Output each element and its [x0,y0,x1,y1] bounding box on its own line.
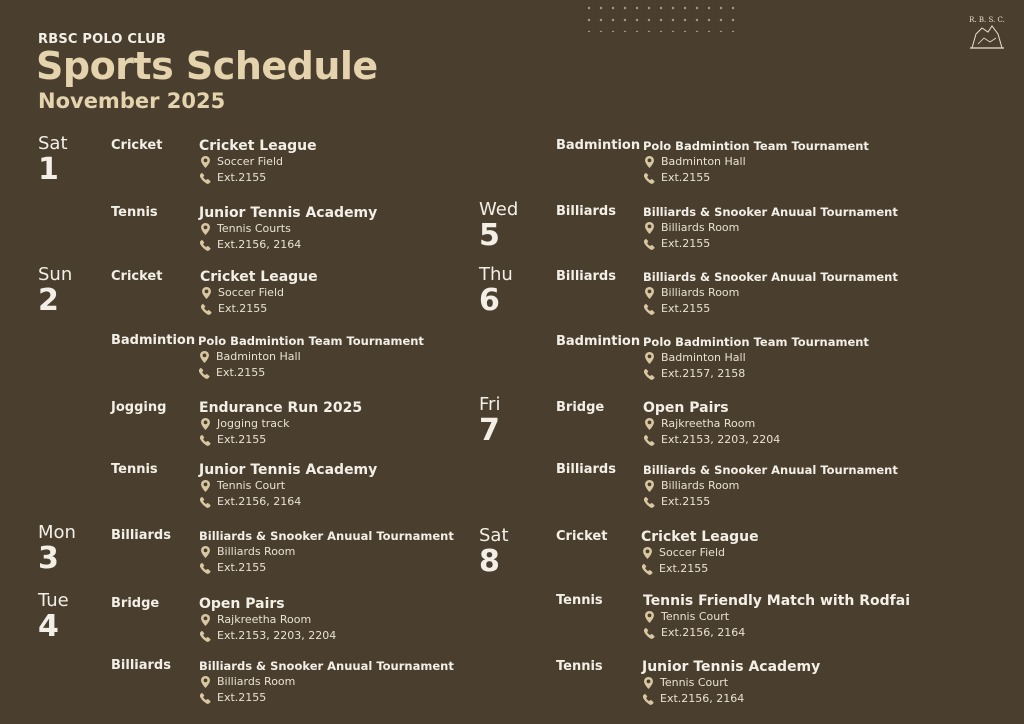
venue-text: Tennis Court [217,479,286,492]
phone-icon [644,303,655,315]
venue-text: Tennis Court [660,676,729,689]
event-extension [644,495,710,508]
event-sport: Badmintion [556,334,641,349]
phone-icon [643,693,654,705]
event-sport: Cricket [111,138,163,153]
event-venue [200,417,289,430]
club-name: RBSC POLO CLUB [38,32,166,47]
event-extension [200,561,266,574]
phone-icon [200,496,211,508]
phone-icon [200,562,211,574]
event-sport: Jogging [111,400,167,415]
page-title: Sports Schedule [36,44,378,88]
event-title: Open Pairs [199,596,285,612]
event-title: Cricket League [641,529,759,545]
day-number: 6 [479,283,500,318]
event-extension [200,433,266,446]
location-pin-icon [643,677,654,689]
event-sport: Tennis [556,659,603,674]
event-sport: Badmintion [556,138,641,153]
event-extension [201,302,267,315]
day-number: 2 [38,283,59,318]
event-title: Junior Tennis Academy [199,462,378,478]
extension-text: Ext.2155 [216,366,266,379]
event-title: Endurance Run 2025 [199,400,363,416]
phone-icon [644,172,655,184]
event-extension [644,367,745,380]
venue-text: Billiards Room [217,545,296,558]
event-venue [199,350,301,363]
phone-icon [200,239,211,251]
extension-text: Ext.2155 [217,433,267,446]
extension-text: Ext.2156, 2164 [660,692,745,705]
phone-icon [642,563,653,575]
event-extension [200,495,301,508]
day-wed-5 [479,200,518,252]
day-number: 4 [38,609,59,644]
event-title: Junior Tennis Academy [199,205,378,221]
location-pin-icon [201,287,212,299]
event-extension [200,171,266,184]
day-fri-7 [479,395,500,447]
extension-text: Ext.2155 [659,562,709,575]
venue-text: Billiards Room [661,286,740,299]
location-pin-icon [200,223,211,235]
day-sat-8 [479,526,509,578]
venue-text: Billiards Room [217,675,296,688]
extension-text: Ext.2156, 2164 [661,626,746,639]
event-extension [644,302,710,315]
venue-text: Badminton Hall [661,155,746,168]
event-extension [644,626,745,639]
event-venue [644,221,739,234]
event-title: Open Pairs [643,400,729,416]
event-venue [644,351,746,364]
extension-text: Ext.2155 [661,171,711,184]
event-sport: Badmintion [111,333,196,348]
event-venue [643,676,728,689]
event-sport: Tennis [111,462,158,477]
event-venue [200,613,311,626]
event-sport: Tennis [111,205,158,220]
event-title: Polo Badmintion Team Tournament [198,334,424,348]
location-pin-icon [200,614,211,626]
extension-text: Ext.2153, 2203, 2204 [661,433,781,446]
event-title: Cricket League [200,269,318,285]
event-venue [644,286,739,299]
day-name: Sat [38,133,68,154]
location-pin-icon [644,156,655,168]
venue-text: Badminton Hall [216,350,301,363]
day-name: Wed [479,199,519,220]
venue-text: Soccer Field [218,286,284,299]
location-pin-icon [644,352,655,364]
event-sport: Billiards [556,204,616,219]
extension-text: Ext.2153, 2203, 2204 [217,629,337,642]
extension-text: Ext.2155 [661,495,711,508]
day-sat-1 [38,134,68,186]
event-extension [200,629,336,642]
event-venue [200,155,283,168]
day-mon-3 [38,523,76,575]
venue-text: Soccer Field [217,155,283,168]
event-extension [644,237,710,250]
extension-text: Ext.2155 [217,171,267,184]
phone-icon [644,496,655,508]
event-venue [642,546,725,559]
event-extension [644,171,710,184]
location-pin-icon [199,351,210,363]
phone-icon [201,303,212,315]
venue-text: Tennis Court [661,610,730,623]
phone-icon [644,434,655,446]
day-name: Fri [479,394,501,415]
venue-text: Rajkreetha Room [661,417,756,430]
day-number: 7 [479,413,500,448]
day-name: Sun [38,264,73,285]
day-name: Sat [479,525,509,546]
location-pin-icon [200,676,211,688]
day-tue-4 [38,591,69,643]
page-subtitle: November 2025 [38,89,226,113]
event-title: Billiards & Snooker Anuual Tournament [643,270,898,284]
venue-text: Jogging track [217,417,290,430]
location-pin-icon [200,480,211,492]
event-venue [200,479,285,492]
day-number: 3 [38,541,59,576]
event-title: Tennis Friendly Match with Rodfai [643,593,911,609]
event-venue [200,545,295,558]
event-extension [200,238,301,251]
extension-text: Ext.2155 [217,691,267,704]
extension-text: Ext.2155 [661,237,711,250]
location-pin-icon [644,611,655,623]
club-logo [964,14,1010,52]
location-pin-icon [200,546,211,558]
day-sun-2 [38,265,72,317]
extension-text: Ext.2157, 2158 [661,367,746,380]
extension-text: Ext.2155 [217,561,267,574]
venue-text: Billiards Room [661,221,740,234]
day-name: Tue [38,590,69,611]
event-sport: Bridge [556,400,605,415]
event-title: Billiards & Snooker Anuual Tournament [199,659,454,673]
extension-text: Ext.2155 [218,302,268,315]
event-title: Polo Badmintion Team Tournament [643,139,869,153]
svg-text:R. B. S. C.: R. B. S. C. [969,16,1005,24]
event-extension [642,562,708,575]
event-title: Billiards & Snooker Anuual Tournament [199,529,454,543]
venue-text: Tennis Courts [217,222,291,235]
event-sport: Billiards [111,528,171,543]
phone-icon [644,238,655,250]
location-pin-icon [644,222,655,234]
day-number: 1 [38,152,59,187]
event-sport: Billiards [111,658,171,673]
dot-pattern [583,2,743,32]
phone-icon [200,172,211,184]
day-thu-6 [479,265,513,317]
event-title: Cricket League [199,138,317,154]
event-sport: Bridge [111,596,160,611]
event-sport: Billiards [556,269,616,284]
venue-text: Soccer Field [659,546,725,559]
event-sport: Tennis [556,593,603,608]
event-title: Billiards & Snooker Anuual Tournament [643,463,898,477]
phone-icon [644,368,655,380]
location-pin-icon [200,156,211,168]
event-venue [644,155,746,168]
day-name: Mon [38,522,76,543]
extension-text: Ext.2155 [661,302,711,315]
day-number: 8 [479,544,500,579]
event-venue [200,222,291,235]
event-title: Polo Badmintion Team Tournament [643,335,869,349]
event-sport: Cricket [556,529,608,544]
extension-text: Ext.2156, 2164 [217,495,302,508]
event-venue [644,610,729,623]
venue-text: Rajkreetha Room [217,613,312,626]
event-venue [201,286,284,299]
event-venue [644,479,739,492]
event-title: Junior Tennis Academy [642,659,821,675]
event-extension [200,691,266,704]
location-pin-icon [644,418,655,430]
event-extension [644,433,780,446]
phone-icon [200,692,211,704]
venue-text: Billiards Room [661,479,740,492]
phone-icon [644,627,655,639]
day-name: Thu [479,264,513,285]
location-pin-icon [200,418,211,430]
event-sport: Billiards [556,462,616,477]
day-number: 5 [479,218,500,253]
phone-icon [200,630,211,642]
event-extension [643,692,744,705]
event-sport: Cricket [111,269,163,284]
location-pin-icon [644,480,655,492]
event-title: Billiards & Snooker Anuual Tournament [643,205,898,219]
event-extension [199,366,265,379]
location-pin-icon [644,287,655,299]
location-pin-icon [642,547,653,559]
extension-text: Ext.2156, 2164 [217,238,302,251]
event-venue [200,675,295,688]
phone-icon [200,434,211,446]
event-venue [644,417,755,430]
venue-text: Badminton Hall [661,351,746,364]
phone-icon [199,367,210,379]
